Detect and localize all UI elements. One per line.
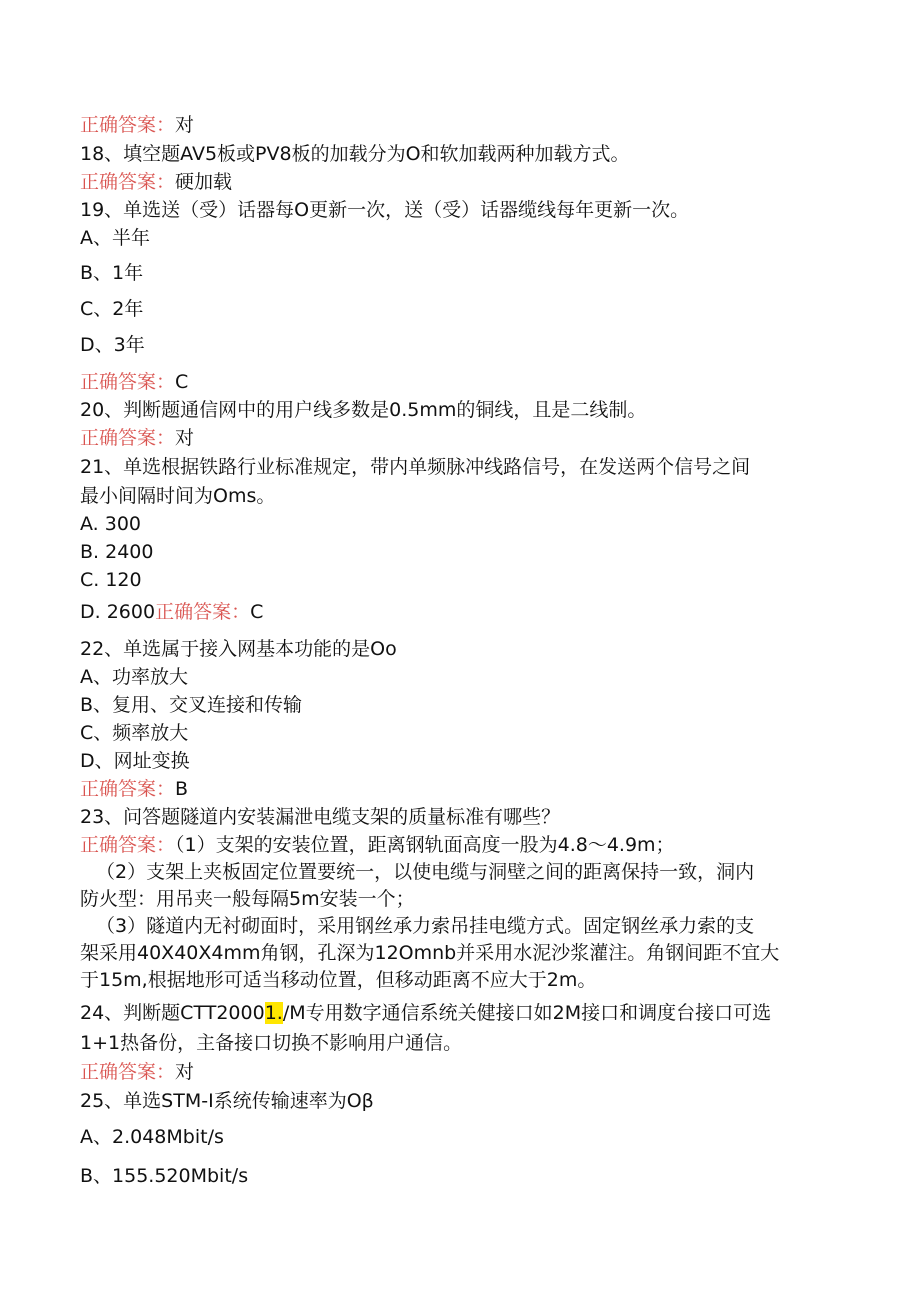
option-a: A、功率放大	[80, 666, 188, 688]
line-3	[80, 173, 232, 192]
option-d: D、3年	[80, 334, 145, 356]
answer-value: C	[250, 601, 264, 623]
answer-value: C	[175, 371, 189, 393]
answer-text: 架采用40X40X4mm角钢，孔深为12Omnb并采用水泥沙浆灌注。角钢间距不宜大	[80, 942, 780, 964]
answer-label: 正确答案：	[80, 1061, 176, 1083]
answer-label: 正确答案：	[80, 114, 176, 136]
answer-value: 对	[175, 427, 195, 449]
question-24	[80, 1004, 771, 1023]
question-20: 20、判断题通信网中的用户线多数是0.5mm的铜线，且是二线制。	[80, 399, 647, 421]
answer-label: 正确答案：	[80, 427, 176, 449]
answer-label: 正确答案：	[80, 778, 176, 800]
line-11	[80, 429, 194, 448]
option-b: B、155.520Mbit∕s	[80, 1165, 249, 1187]
question-19: 19、单选送（受）话器每O更新一次，送（受）话器缆线每年更新一次。	[80, 199, 690, 221]
answer-value: 对	[175, 1061, 195, 1083]
option-a: A、2.048Mbit/s	[80, 1126, 224, 1148]
question-23: 23、问答题隧道内安装漏泄电缆支架的质量标准有哪些？	[80, 806, 561, 828]
answer-value: （1）支架的安装位置，距离钢轨面高度一股为4.8～4.9m；	[175, 834, 675, 856]
answer-label: 正确答案：	[80, 371, 176, 393]
option-c: C、2年	[80, 298, 144, 320]
question-24-cont: 1+1热备份，主备接口切换不影响用户通信。	[80, 1032, 463, 1054]
answer-value: B	[175, 778, 189, 800]
question-22: 22、单选属于接入网基本功能的是Oo	[80, 638, 397, 660]
option-b: B、1年	[80, 262, 144, 284]
answer-value: 对	[175, 114, 195, 136]
option-b: B. 2400	[80, 541, 154, 563]
option-a: A. 300	[80, 513, 142, 535]
line-1	[80, 116, 194, 135]
question-21-cont: 最小间隔时间为Oms。	[80, 485, 276, 507]
line-25	[80, 836, 675, 855]
option-b: B、复用、交叉连接和传输	[80, 694, 303, 716]
question-18: 18、填空题AV5板或PV8板的加载分为O和软加载两种加载方式。	[80, 143, 630, 165]
option-c: C、频率放大	[80, 722, 189, 744]
option-a: A、半年	[80, 227, 150, 249]
question-24-start: 24、判断题CTT2000	[80, 1002, 265, 1024]
answer-label: 正确答案：	[80, 834, 176, 856]
answer-text: 防火型：用吊夹一般每隔5m安装一个；	[80, 888, 415, 910]
answer-text: （2）支架上夹板固定位置要统一，以使电缆与洞壁之间的距离保持一致，洞内	[96, 861, 755, 883]
answer-value: 硬加载	[175, 171, 233, 193]
answer-label: 正确答案：	[80, 171, 176, 193]
option-c: C. 120	[80, 569, 142, 591]
option-d-text: D. 2600	[80, 601, 156, 623]
highlighted-text: 1.	[264, 1002, 283, 1024]
option-d	[80, 603, 263, 622]
question-21: 21、单选根据铁路行业标准规定，带内单频脉冲线路信号，在发送两个信号之间	[80, 456, 751, 478]
answer-text: 于15m,根据地形可适当移动位置，但移动距离不应大于2m。	[80, 969, 597, 991]
option-d: D、网址变换	[80, 750, 190, 772]
line-23	[80, 780, 188, 799]
line-33	[80, 1063, 194, 1082]
answer-label: 正确答案：	[155, 601, 251, 623]
question-24-end: /M专用数字通信系统关健接口如2M接口和调度台接口可选	[282, 1002, 772, 1024]
answer-text: （3）隧道内无衬砌面时，采用钢丝承力索吊挂电缆方式。固定钢丝承力索的支	[96, 915, 755, 937]
question-25: 25、单选STM-I系统传输速率为Oβ	[80, 1090, 374, 1112]
line-9	[80, 373, 188, 392]
